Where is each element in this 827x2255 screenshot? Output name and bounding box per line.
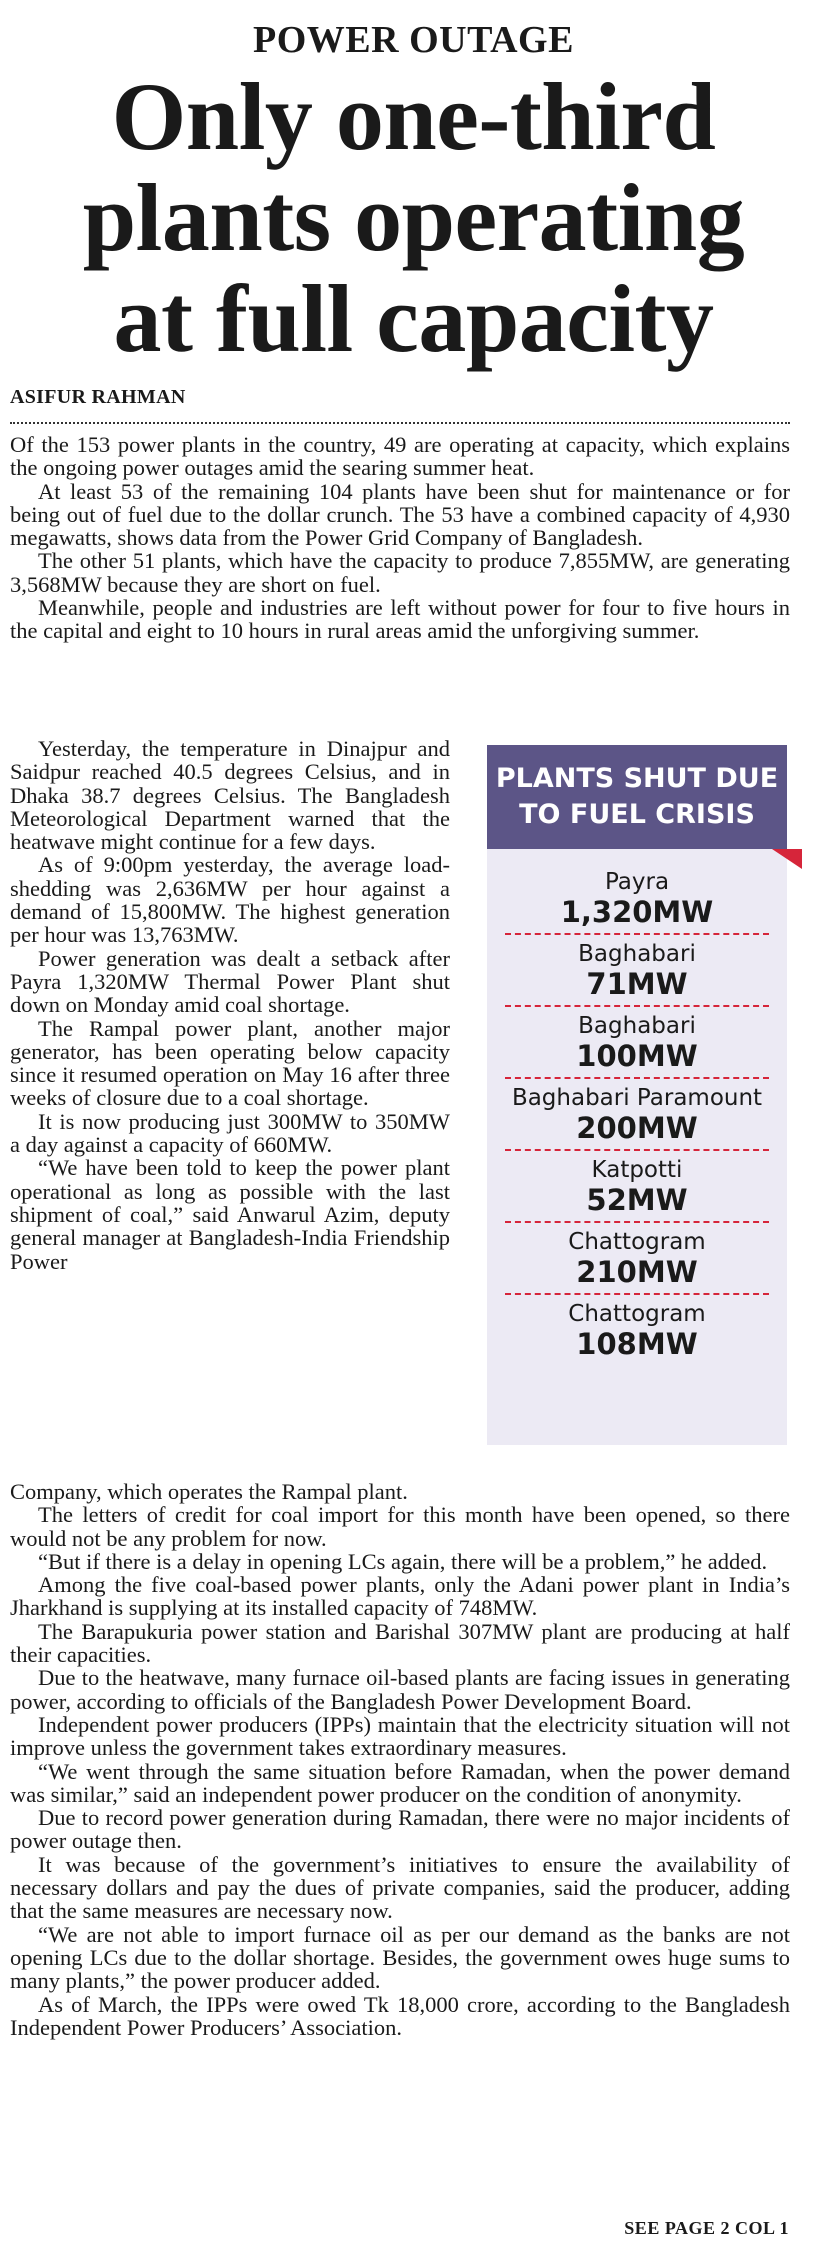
body-paragraph: Due to record power generation during Ramadan, there were no major incidents of power outage then. [10,1805,790,1854]
kicker: POWER OUTAGE [253,19,574,61]
factbox-title-line: TO FUEL CRISIS [519,799,755,830]
plant-name: Baghabari [578,940,696,967]
headline [0,63,827,372]
intro-paragraph: At least 53 of the remaining 104 plants have been shut for maintenance or for being out of fuel due to the dollar crunch. The 53 have a combined capacity of 4,930 megawatts, shows data from the Power Grid Company of Bangladesh. [10,478,790,551]
column-paragraph: Yesterday, the temperature in Dinajpur and Saidpur reached 40.5 degrees Celsius, and in Dhaka 38.7 degrees Celsius. The Bangladesh Meteorological Department warned that the heatwave might continue for a few days. [10,736,450,855]
headline-line-3: at full capacity [113,265,714,372]
plant-name: Chattogram [568,1228,706,1255]
continuation-note: SEE PAGE 2 COL 1 [624,2218,789,2238]
plant-capacity: 71MW [586,966,688,1001]
plant-item [505,1079,769,1151]
factbox-title-line: PLANTS SHUT DUE [495,763,779,794]
body-paragraph: Due to the heatwave, many furnace oil-based plants are facing issues in generating power, according to officials of the Bangladesh Power Development Board. [10,1665,790,1714]
body-paragraph: “We are not able to import furnace oil as per our demand as the banks are not opening LCs due to the dollar shortage. Besides, the government owes huge sums to many plants,” the power producer added. [10,1921,790,1994]
body-paragraph: As of March, the IPPs were owed Tk 18,000 crore, according to the Bangladesh Independent Power Producers’ Association. [10,1991,790,2040]
body-paragraph: Independent power producers (IPPs) maintain that the electricity situation will not improve unless the government takes extraordinary measures. [10,1711,790,1761]
plant-item [505,1007,769,1079]
intro-text [10,433,790,643]
headline-line-1: Only one-third [111,63,716,170]
column-paragraph: “We have been told to keep the power plant operational as long as possible with the last shipment of coal,” said Anwarul Azim, deputy general manager at Bangladesh-India Friendship Power [10,1155,450,1274]
factbox-list [487,849,787,1365]
plant-capacity: 1,320MW [560,894,714,929]
byline: ASIFUR RAHMAN [10,386,186,408]
plant-item [505,935,769,1007]
plant-name: Payra [604,868,670,895]
plant-capacity: 52MW [586,1182,688,1217]
plant-capacity: 200MW [576,1110,698,1145]
column-paragraph: It is now producing just 300MW to 350MW a day against a capacity of 660MW. [10,1108,450,1158]
tail-text [10,1480,790,2039]
column-paragraph: As of 9:00pm yesterday, the average load-shedding was 2,636MW per hour against a demand of 15,800MW. The highest generation per hour was 13,763MW. [10,852,450,948]
corner-accent [772,849,802,869]
column-paragraph: The Rampal power plant, another major generator, has been operating below capacity since it resumed operation on May 16 after three weeks of closure due to a coal shortage. [10,1015,450,1111]
intro-paragraph: Meanwhile, people and industries are left without power for four to five hours in the capital and eight to 10 hours in rural areas amid the unforgiving summer. [10,595,790,644]
column-paragraph: Power generation was dealt a setback after Payra 1,320MW Thermal Power Plant shut down on Monday amid coal shortage. [10,945,450,1018]
body-paragraph: The letters of credit for coal import for this month have been opened, so there would not be any problem for now. [10,1502,790,1551]
plant-item [505,1295,769,1365]
byline-divider [10,422,790,424]
plant-capacity: 210MW [576,1254,698,1289]
body-paragraph: “We went through the same situation before Ramadan, when the power demand was similar,” said an independent power producer on the condition of anonymity. [10,1758,790,1807]
plant-name: Baghabari [578,1012,696,1039]
fuel-crisis-factbox [487,745,787,1445]
body-paragraph: Company, which operates the Rampal plant. [10,1479,408,1504]
plant-item [505,1151,769,1223]
plant-name: Chattogram [568,1300,706,1327]
intro-paragraph: Of the 153 power plants in the country, 49 are operating at capacity, which explains the ongoing power outages amid the searing summer heat. [10,432,790,481]
body-paragraph: The Barapukuria power station and Barishal 307MW plant are producing at half their capacities. [10,1618,790,1668]
narrow-column [10,737,450,1273]
body-paragraph: It was because of the government’s initiatives to ensure the availability of necessary dollars and pay the dues of private companies, said the producer, adding that the same measures are necessary now. [10,1851,790,1924]
plant-name: Baghabari Paramount [511,1084,763,1111]
headline-line-2: plants operating [82,164,745,271]
plant-item [505,863,769,935]
factbox-title [487,745,787,849]
plant-name: Katpotti [591,1156,683,1183]
body-paragraph: “But if there is a delay in opening LCs again, there will be a problem,” he added. [38,1548,768,1574]
intro-paragraph: The other 51 plants, which have the capacity to produce 7,855MW, are generating 3,568MW because they are short on fuel. [10,548,790,597]
plant-item [505,1223,769,1295]
plant-capacity: 100MW [576,1038,698,1073]
body-paragraph: Among the five coal-based power plants, only the Adani power plant in India’s Jharkhand is supplying at its installed capacity of 748MW. [10,1572,790,1621]
plant-capacity: 108MW [576,1326,698,1361]
